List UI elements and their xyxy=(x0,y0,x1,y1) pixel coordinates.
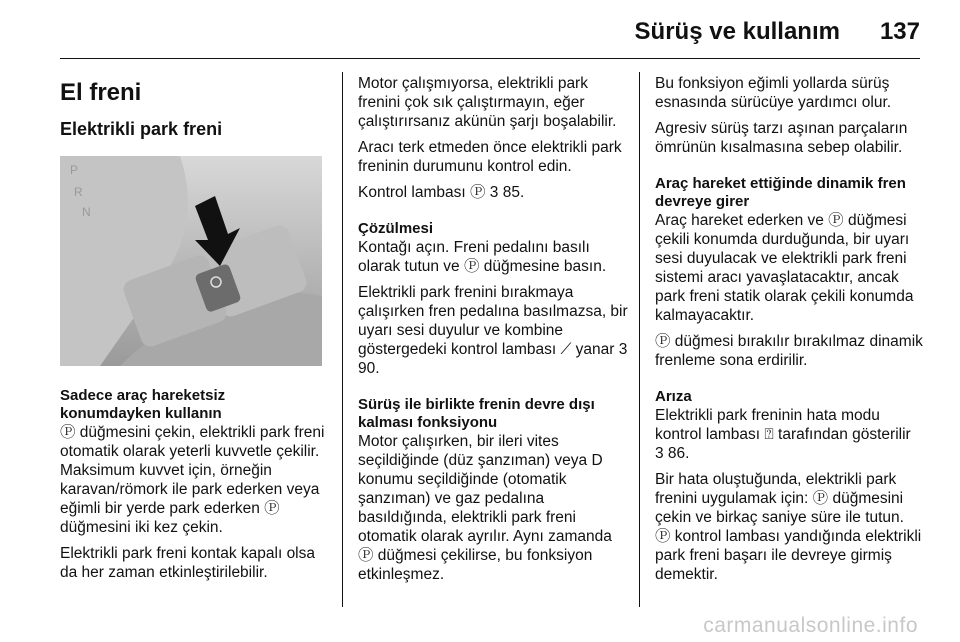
c2-paragraph-2: Aracı terk etmeden önce elektrikli park freninin durumunu kontrol edin. xyxy=(358,139,622,175)
s1-paragraph-1: Ⓟ düğmesini çekin, elektrikli park freni otomatik olarak yeterli kuvvetle çekilir. Maksimum kuvvet için, örneğin karavan/römork ile park ederken veya eğimli bir yerde park ederken Ⓟ düğmesini iki kez çekin. xyxy=(60,424,325,536)
header-title: Sürüş ve kullanım xyxy=(634,18,840,45)
c2-s1-paragraph-2: Elektrikli park frenini bırakmaya çalışırken fren pedalına basılmazsa, bir uyarı sesi duyulur ve kombine göstergedeki kontrol lambası ⟋ yanar 3 90. xyxy=(358,284,628,377)
c2-paragraph-3: Kontrol lambası Ⓟ 3 85. xyxy=(358,184,525,201)
c2-s2-title: Sürüş ile birlikte frenin devre dışı kalması fonksiyonu xyxy=(358,396,595,431)
c3-s1-paragraph-2: Ⓟ düğmesi bırakılır bırakılmaz dinamik frenleme sona erdirilir. xyxy=(655,333,923,369)
svg-text:P: P xyxy=(70,163,79,177)
c2-s2-paragraph-1: Motor çalışırken, bir ileri vites seçildiğinde (düz şanzıman) veya D konumu seçildiğinde (otomatik şanzıman) ve gaz pedalına basıldığında, elektrikli park freni otomatik olarak ayrılır. Aynı zamanda Ⓟ düğmesi çekilirse, bu fonksiyon etkinleşmez. xyxy=(358,433,612,583)
c3-paragraph-1: Bu fonksiyon eğimli yollarda sürüş esnasında sürücüye yardımcı olur. xyxy=(655,75,892,111)
c3-s1-paragraph-1: Araç hareket ederken ve Ⓟ düğmesi çekili konumda durduğunda, bir uyarı sesi duyulacak ve elektrikli park freni sistemi aracı yavaşlatacaktır, ancak park freni statik olarak çekili konumda kalmayacaktır. xyxy=(655,212,914,324)
column-divider-1 xyxy=(342,72,343,607)
c3-s2-paragraph-1: Elektrikli park freninin hata modu kontrol lambası ⍰ tarafından gösterilir 3 86. xyxy=(655,407,911,462)
watermark: carmanualsonline.info xyxy=(703,614,918,637)
c2-paragraph-1: Motor çalışmıyorsa, elektrikli park frenini çok sık çalıştırmayın, eğer çalıştırırsanız akünün şarjı boşalabilir. xyxy=(358,75,617,130)
header-rule xyxy=(60,58,920,59)
column-1 xyxy=(60,74,328,589)
section-title: El freni xyxy=(60,79,142,106)
column-3 xyxy=(655,74,923,591)
column-2 xyxy=(358,74,628,591)
c3-paragraph-2: Agresiv sürüş tarzı aşınan parçaların ömrünün kısalmasına sebep olabilir. xyxy=(655,120,908,156)
c3-s2-paragraph-2: Bir hata oluştuğunda, elektrikli park frenini uygulamak için: Ⓟ düğmesini çekin ve birkaç saniye süre ile tutun. Ⓟ kontrol lambası yandığında elektrikli park freni başarı ile devreye girmiş demektir. xyxy=(655,471,922,583)
c3-s1-title: Araç hareket ettiğinde dinamik fren devreye girer xyxy=(655,175,906,210)
s1-paragraph-2: Elektrikli park freni kontak kapalı olsa da her zaman etkinleştirilebilir. xyxy=(60,545,316,581)
subsection-title: Elektrikli park freni xyxy=(60,119,223,139)
c2-s1-paragraph-1: Kontağı açın. Freni pedalını basılı olarak tutun ve Ⓟ düğmesine basın. xyxy=(358,239,607,275)
svg-text:R: R xyxy=(74,185,83,199)
c2-s1-title: Çözülmesi xyxy=(358,220,434,237)
column-divider-2 xyxy=(639,72,640,607)
svg-text:N: N xyxy=(82,205,91,219)
page-header xyxy=(40,12,920,52)
page-number: 137 xyxy=(879,18,920,45)
s1-title: Sadece araç hareketsiz konumdayken kullanın xyxy=(60,387,226,422)
c3-s2-title: Arıza xyxy=(655,388,692,405)
parking-brake-photo xyxy=(60,156,322,366)
